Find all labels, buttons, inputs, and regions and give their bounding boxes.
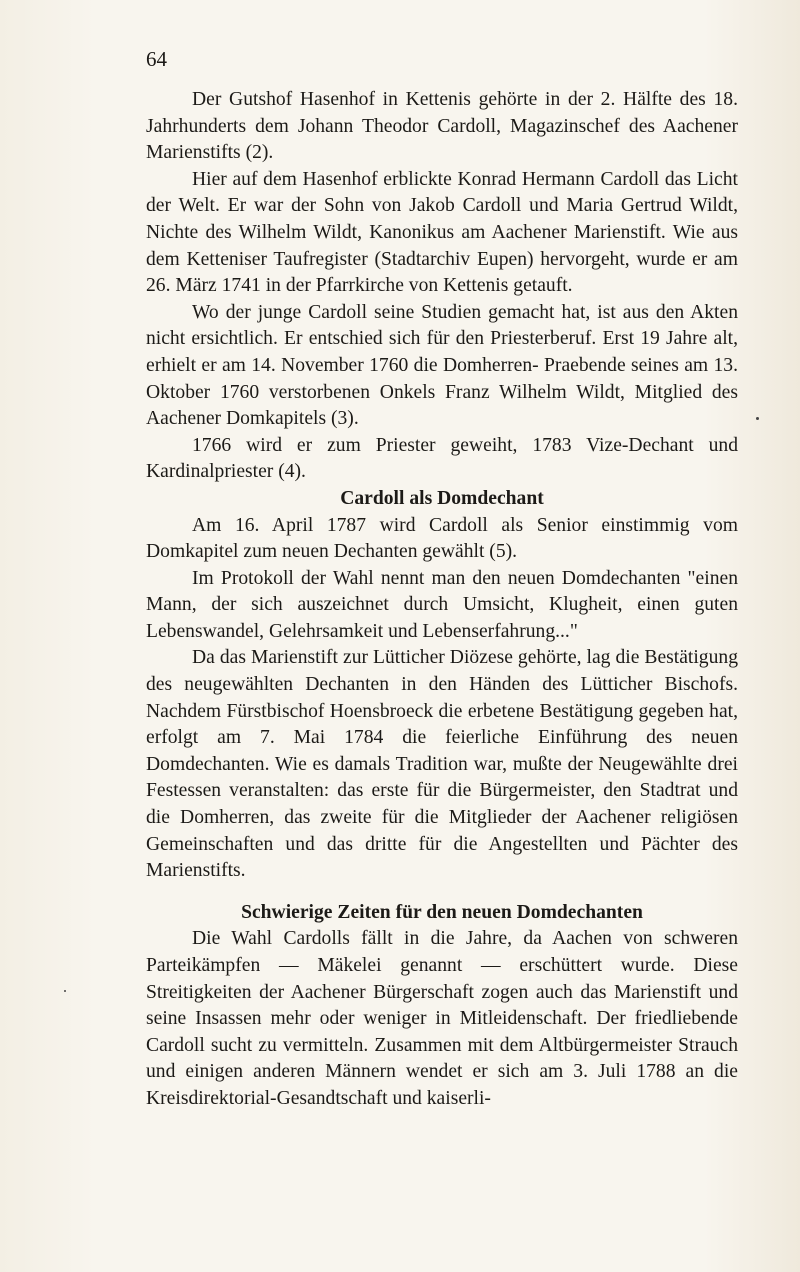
section-heading: Schwierige Zeiten für den neuen Domdechanten [241,901,643,923]
paragraph: Da das Marienstift zur Lütticher Diözese gehörte, lag die Bestätigung des neugewählten Dechanten in den Händen des Lütticher Bischofs. Nachdem Fürstbischof Hoensbroeck die erbetene Bestätigung gegeben hat, erfolgt am 7. Mai 1784 die feierliche Einführung des neuen Domdechanten. Wie es damals Tradition war, mußte der Neugewählte drei Festessen veranstalten: das erste für die Bürgermeister, den Stadtrat und die Domherren, das zweite für die Mitglieder der Aachener religiösen Gemeinschaften und das dritte für die Angestellten und Pächter des Marienstifts. [146,647,738,882]
page-number: 64 [146,47,167,71]
paragraph: 1766 wird er zum Priester geweiht, 1783 Vize-Dechant und Kardinalpriester (4). [146,434,738,483]
paragraph: Der Gutshof Hasenhof in Kettenis gehörte in der 2. Hälfte des 18. Jahrhunderts dem Johann Theodor Cardoll, Magazinschef des Aachener Marienstifts (2). [146,89,738,164]
paragraph: Die Wahl Cardolls fällt in die Jahre, da Aachen von schweren Parteikämpfen — Mäkelei genannt — erschüttert wurde. Diese Streitigkeiten der Aachener Bürgerschaft zogen auch das Marienstift und seine Insassen mehr oder weniger in Mitleidenschaft. Der friedliebende Cardoll sucht zu vermitteln. Zusammen mit dem Altbürgermeister Strauch und einigen anderen Männern wendet er sich am 3. Juli 1788 an die Kreisdirektorial-Gesandtschaft und kaiserli- [146,928,738,1109]
section-heading: Cardoll als Domdechant [340,487,544,509]
paragraph: Am 16. April 1787 wird Cardoll als Senior einstimmig vom Domkapitel zum neuen Dechanten gewählt (5). [146,514,738,563]
paragraph: Wo der junge Cardoll seine Studien gemacht hat, ist aus den Akten nicht ersichtlich. Er entschied sich für den Priesterberuf. Erst 19 Jahre alt, erhielt er am 14. November 1760 die Domherren- Praebende seines am 13. Oktober 1760 verstorbenen Onkels Franz Wilhelm Wildt, Mitglied des Aachener Domkapitels (3). [146,301,738,430]
paragraph: Hier auf dem Hasenhof erblickte Konrad Hermann Cardoll das Licht der Welt. Er war der Sohn von Jakob Cardoll und Maria Gertrud Wildt, Nichte des Wilhelm Wildt, Kanonikus am Aachener Marienstift. Wie aus dem Ketteniser Taufregister (Stadtarchiv Eupen) hervorgeht, wurde er am 26. März 1741 in der Pfarrkirche von Kettenis getauft. [146,168,738,297]
ink-speck [756,417,759,420]
ink-speck [64,990,66,992]
body-text [146,87,738,1113]
paragraph: Im Protokoll der Wahl nennt man den neuen Domdechanten "einen Mann, der sich auszeichnet durch Umsicht, Klugheit, einen guten Lebenswandel, Gelehrsamkeit und Lebenserfahrung..." [146,567,738,642]
